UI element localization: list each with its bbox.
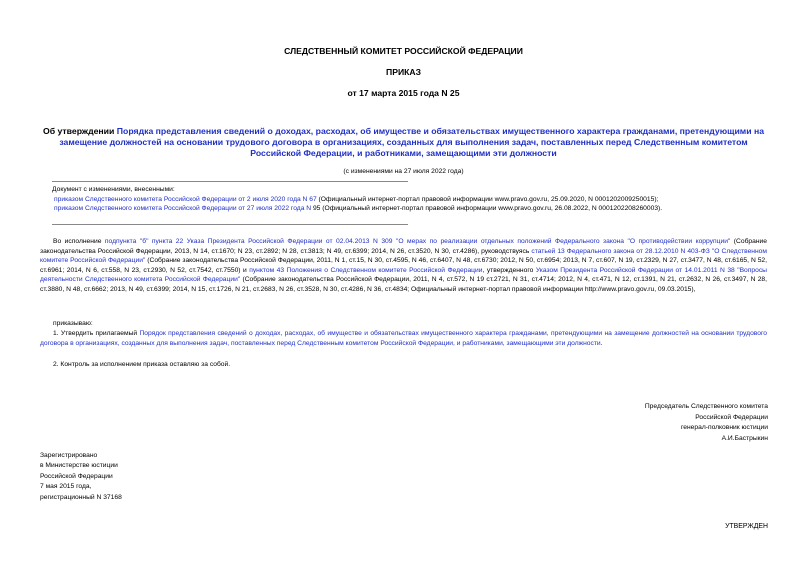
- amendment-source: (Официальный интернет-портал правовой информации www.pravo.gov.ru, 25.09.2020, N 0001202009250015);: [316, 195, 659, 203]
- document-date: от 17 марта 2015 года N 25: [347, 88, 460, 98]
- preamble-text: (Собрание законодательства Российской Федерации, 2013, N 14, ст.1670; N 23, ст.2892; N 28, ст.3813; N 49, ст.6399; 2014, N 26, ст.3520, N 30, ст.4286), руководствуясь: [40, 238, 767, 255]
- registration-line: Зарегистрировано: [40, 452, 98, 459]
- preamble-text: (Собрание законодательства Российской Федерации, 2011, N 1, ст.15, N 30, ст.4595, N 46, ст.6407, N 48, ст.6730; 2012, N 50, ст.6954; 2013, N 7, ст.607, N 19, ст.2329, N 27, ст.3477, N 48, ст.6165, N 52, ст.6961; 2014, N 6, ст.558, N 23, ст.2930, N 52, ст.7542, ст.7550) и: [40, 257, 767, 274]
- order-word: приказываю:: [53, 320, 93, 327]
- title-link[interactable]: Порядка представления сведений о доходах, расходах, об имуществе и обязательствах имущественного характера гражданами, претендующими на замещение должностей на основании трудового договора в организациях, созданных для выполнения задач, поставленных перед Следственным комитетом Российской Федерации, и работниками, замещающими эти должности: [59, 126, 765, 159]
- registration-line: в Министерстве юстиции: [40, 462, 118, 470]
- registration-line: регистрационный N 37168: [40, 493, 122, 501]
- bottom-divider: [52, 224, 408, 225]
- amendment-item: [52, 195, 772, 205]
- preamble-paragraph: [40, 237, 767, 295]
- regulation-item-43-link[interactable]: пунктом 43 Положения о Следственном комитете Российской Федерации: [249, 266, 483, 274]
- decree-309-link[interactable]: подпункта "б" пункта 22 Указа Президента Российской Федерации от 02.04.2013 N 309 "О мерах по реализации отдельных положений Федерального закона "О противодействии коррупции": [104, 238, 731, 245]
- decree-38-link[interactable]: Указом Президента Российской Федерации от 14.01.2011 N 38 "Вопросы деятельности Следственного комитета Российской Федерации": [40, 266, 767, 284]
- order-item-1: [40, 329, 767, 348]
- preamble-text: , утвержденного: [482, 266, 536, 274]
- registration-block: [40, 451, 122, 503]
- amendment-item: [52, 204, 772, 214]
- signature-line: А.И.Бастрыкин: [721, 434, 768, 442]
- approved-label: УТВЕРЖДЕН: [725, 523, 768, 530]
- order-item-2: 2. Контроль за исполнением приказа оставляю за собой.: [53, 361, 231, 368]
- federal-law-403-link[interactable]: статьей 13 Федерального закона от 28.12.2010 N 403-ФЗ "О Следственном комитете Российской Федерации": [40, 247, 767, 265]
- preamble-text: Во исполнение: [53, 238, 105, 245]
- signature-line: Российской Федерации: [695, 413, 768, 421]
- registration-line: 7 мая 2015 года,: [40, 483, 92, 491]
- agency-name: СЛЕДСТВЕННЫЙ КОМИТЕТ РОССИЙСКОЙ ФЕДЕРАЦИИ: [284, 46, 523, 56]
- amendment-link-2022[interactable]: приказом Следственного комитета Российской Федерации от 27 июля 2022 года N: [54, 205, 312, 213]
- title-prefix: Об утверждении: [42, 126, 117, 136]
- registration-line: Российской Федерации: [40, 472, 113, 480]
- document-type: ПРИКАЗ: [386, 67, 421, 77]
- top-divider: [52, 181, 408, 182]
- signature-line: генерал-полковник юстиции: [680, 424, 768, 432]
- signature-block: [645, 402, 768, 444]
- amendments-block: [52, 185, 772, 214]
- item-text: .: [600, 339, 603, 347]
- preamble-text: (Собрание законодательства Российской Федерации, 2011, N 4, ст.572, N 19 ст.2721, N 31, ст.4714; 2012, N 4, ст.471, N 12, ст.1391, N 21, ст.2632, N 26, ст.3497, N 28, ст.3880, N 48, ст.6662; 2013, N 49, ст.6399; 2014, N 15, ст.1726, N 21, ст.2683, N 26, ст.3528, N 30, ст.4286, N 36, ст.4834; Официальный интернет-портал правовой информации http://www.pravo.gov.ru, 09.03.2015),: [40, 276, 767, 293]
- amendments-heading: Документ с изменениями, внесенными:: [52, 186, 175, 193]
- item-text: 1. Утвердить прилагаемый: [53, 330, 140, 337]
- amendment-link-2020[interactable]: приказом Следственного комитета Российской Федерации от 2 июля 2020 года N 67: [54, 195, 317, 203]
- revision-note: (с изменениями на 27 июля 2022 года): [343, 168, 464, 175]
- signature-line: Председатель Следственного комитета: [644, 403, 768, 410]
- procedure-link[interactable]: Порядок представления сведений о доходах, расходах, об имуществе и обязательствах имущественного характера гражданами, претендующими на замещение должностей на основании трудового договора в организациях, созданных для выполнения задач, поставленных перед Следственным комитетом Российской Федерации, и работниками, замещающими эти должности: [40, 330, 767, 347]
- document-title: [40, 126, 767, 160]
- amendment-source: 95 (Официальный интернет-портал правовой информации www.pravo.gov.ru, 26.08.2022, N 0001202208260003).: [311, 205, 663, 213]
